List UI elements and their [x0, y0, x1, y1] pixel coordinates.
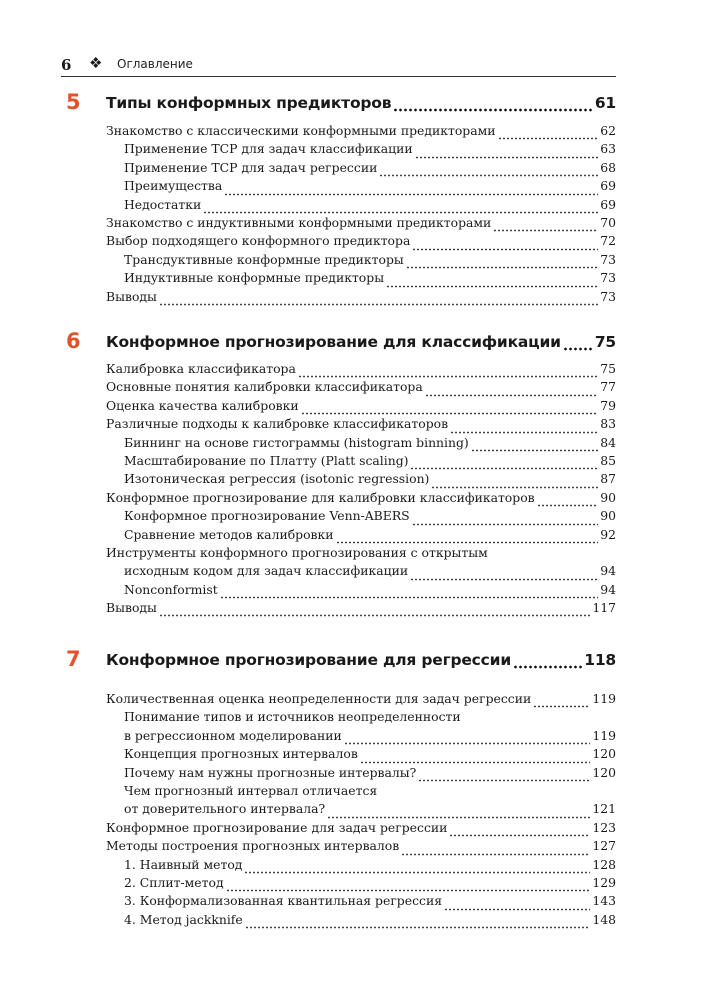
toc-entry[interactable]: 1. Наивный метод 128: [106, 856, 616, 874]
toc-entry[interactable]: 4. Метод jackknife 148: [106, 911, 616, 929]
chapter-number: 6: [66, 329, 81, 353]
toc-entry[interactable]: Выводы 117: [106, 599, 616, 617]
toc-entry-line1[interactable]: Чем прогнозный интервал отличается: [124, 782, 378, 798]
toc-entry[interactable]: Оценка качества калибровки 79: [106, 397, 616, 415]
toc-entry[interactable]: 2. Сплит-метод 129: [106, 874, 616, 892]
toc-entry[interactable]: Применение TCP для задач классификации 63: [106, 140, 616, 158]
toc-entry[interactable]: Количественная оценка неопределенности для задач регрессии 119: [106, 690, 616, 708]
dot-leader: [393, 98, 592, 112]
toc-entry[interactable]: Биннинг на основе гистограммы (histogram binning) 84: [106, 434, 616, 452]
chapter-title: Конформное прогнозирование для классификации: [106, 333, 561, 351]
chapter-number: 7: [66, 647, 81, 671]
toc-entry[interactable]: Nonconformist 94: [106, 581, 616, 599]
chapter-title: Конформное прогнозирование для регрессии: [106, 651, 511, 669]
toc-entry[interactable]: Различные подходы к калибровке классификаторов 83: [106, 415, 616, 433]
toc-entry[interactable]: Концепция прогнозных интервалов 120: [106, 745, 616, 763]
chapter-page: 61: [594, 94, 616, 112]
toc-entry[interactable]: в регрессионном моделировании 119: [106, 727, 616, 745]
page-header: [61, 52, 616, 77]
toc-entry[interactable]: Знакомство с индуктивными конформными предикторами 70: [106, 214, 616, 232]
toc-entry[interactable]: Трансдуктивные конформные предикторы 73: [106, 251, 616, 269]
toc-entry[interactable]: Масштабирование по Платту (Platt scaling) 85: [106, 452, 616, 470]
toc-entry[interactable]: Основные понятия калибровки классификатора 77: [106, 378, 616, 396]
chapter-6-entries: [106, 360, 616, 617]
toc-entry-line1[interactable]: Понимание типов и источников неопределенности: [124, 709, 461, 725]
toc-entry[interactable]: Применение TCP для задач регрессии 68: [106, 159, 616, 177]
toc-entry[interactable]: Недостатки 69: [106, 196, 616, 214]
toc-entry[interactable]: Выбор подходящего конформного предиктора 72: [106, 232, 616, 250]
toc-entry[interactable]: Методы построения прогнозных интервалов 127: [106, 837, 616, 855]
toc-entry[interactable]: Почему нам нужны прогнозные интервалы? 120: [106, 764, 616, 782]
toc-entry[interactable]: Преимущества 69: [106, 177, 616, 195]
ornament-icon: ❖: [89, 54, 103, 72]
toc-entry[interactable]: Индуктивные конформные предикторы 73: [106, 269, 616, 287]
dot-leader: [513, 655, 582, 669]
toc-entry[interactable]: Сравнение методов калибровки 92: [106, 526, 616, 544]
chapter-7-entries: [106, 690, 616, 929]
dot-leader: [563, 337, 593, 351]
toc-entry[interactable]: 3. Конформализованная квантильная регрессия 143: [106, 892, 616, 910]
running-title: Оглавление: [117, 57, 193, 71]
toc-entry[interactable]: Знакомство с классическими конформными предикторами 62: [106, 122, 616, 140]
toc-entry[interactable]: Выводы 73: [106, 288, 616, 306]
toc-entry[interactable]: исходным кодом для задач классификации 94: [106, 562, 616, 580]
chapter-5-entries: [106, 122, 616, 306]
chapter-title: Типы конформных предикторов: [106, 94, 392, 112]
toc-entry[interactable]: Конформное прогнозирование для калибровки классификаторов 90: [106, 489, 616, 507]
toc-entry[interactable]: от доверительного интервала? 121: [106, 800, 616, 818]
toc-entry[interactable]: Калибровка классификатора 75: [106, 360, 616, 378]
toc-entry[interactable]: Конформное прогнозирование Venn-ABERS 90: [106, 507, 616, 525]
page-number: 6: [61, 56, 72, 74]
chapter-number: 5: [66, 90, 81, 114]
toc-entry[interactable]: Изотоническая регрессия (isotonic regression) 87: [106, 470, 616, 488]
toc-entry[interactable]: Конформное прогнозирование для задач регрессии 123: [106, 819, 616, 837]
toc-entry-line1[interactable]: Инструменты конформного прогнозирования с открытым: [106, 544, 488, 560]
chapter-page: 75: [594, 333, 616, 351]
chapter-page: 118: [584, 651, 616, 669]
